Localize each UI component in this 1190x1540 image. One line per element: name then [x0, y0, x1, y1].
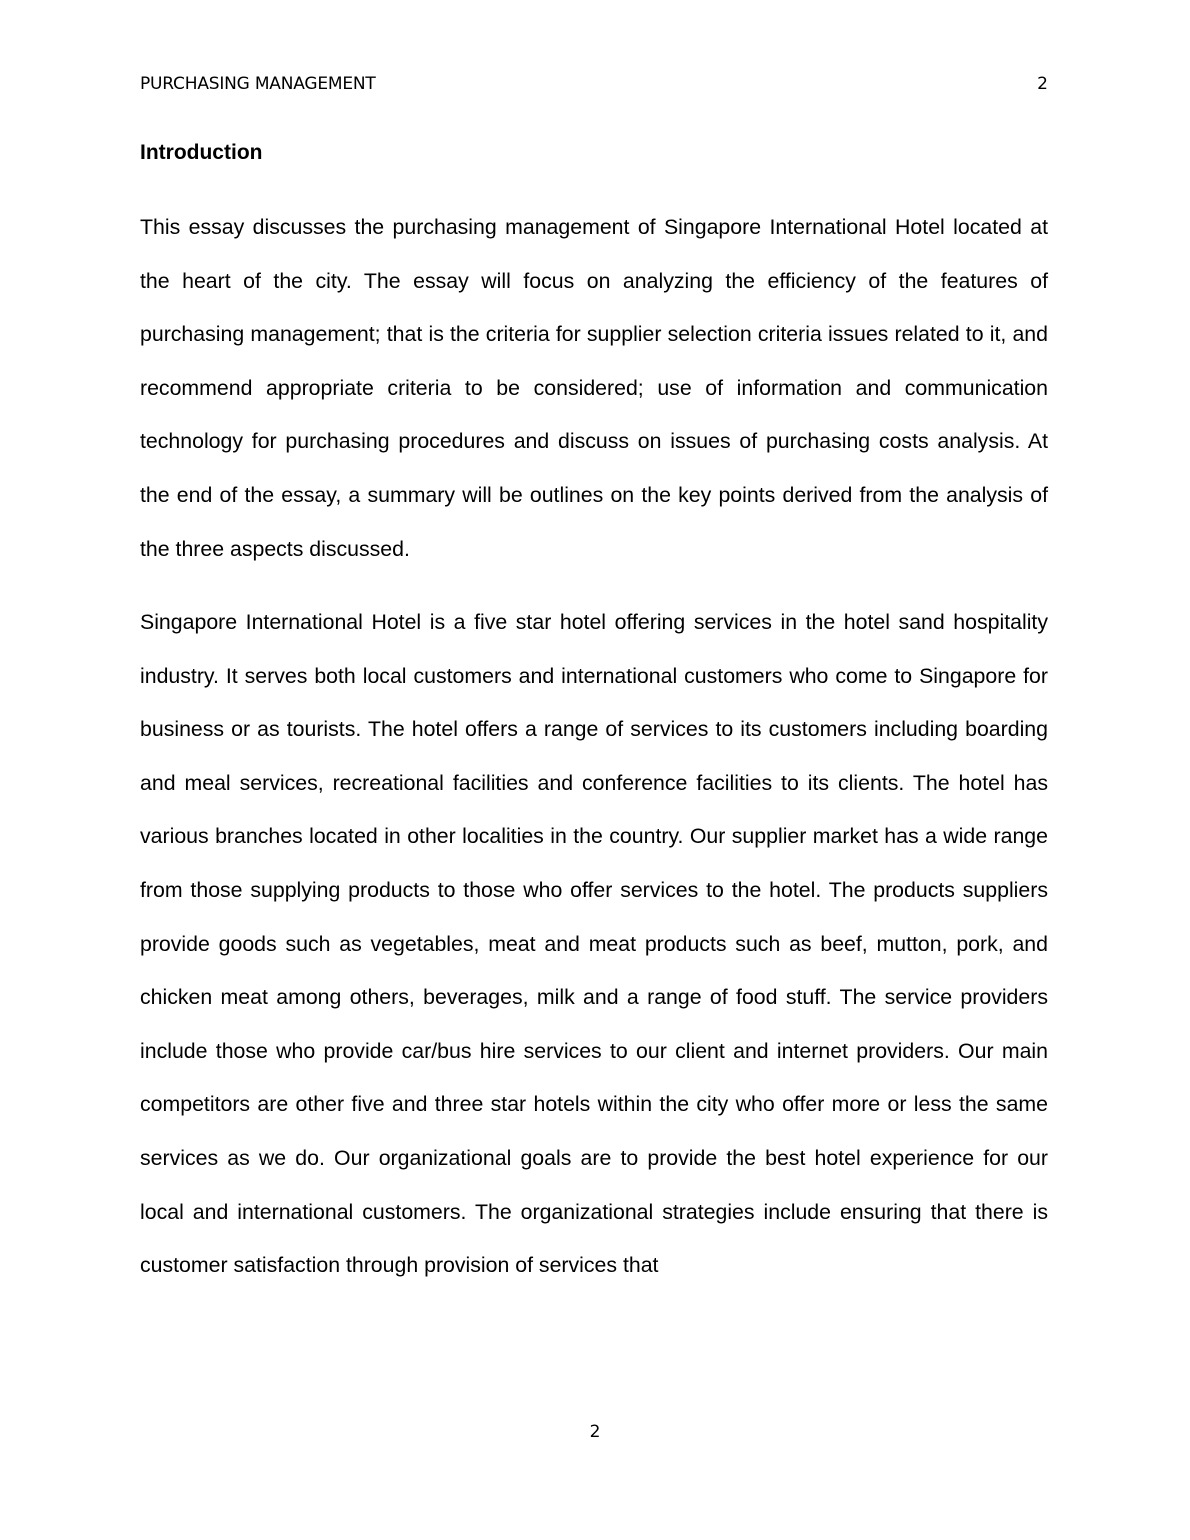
- paragraph-introduction: This essay discusses the purchasing management of Singapore International Hotel located at the heart of the city. The essay will focus on analyzing the efficiency of the features of purchasing management; that is the criteria for supplier selection criteria issues related to it, and recommend appropriate criteria to be considered; use of information and communication technology for purchasing procedures and discuss on issues of purchasing costs analysis. At the end of the essay, a summary will be outlines on the key points derived from the analysis of the three aspects discussed.: [140, 215, 1048, 561]
- footer-page-number: 2: [589, 1422, 601, 1442]
- header-page-number: 2: [1037, 74, 1048, 94]
- running-header: [140, 72, 1048, 96]
- section-heading: Introduction: [140, 141, 263, 164]
- paragraph-hotel-overview: Singapore International Hotel is a five star hotel offering services in the hotel sand hospitality industry. It serves both local customers and international customers who come to Singapore for business or as tourists. The hotel offers a range of services to its customers including boarding and meal services, recreational facilities and conference facilities to its clients. The hotel has various branches located in other localities in the country. Our supplier market has a wide range from those supplying products to those who offer services to the hotel. The products suppliers provide goods such as vegetables, meat and meat products such as beef, mutton, pork, and chicken meat among others, beverages, milk and a range of food stuff. The service providers include those who provide car/bus hire services to our client and internet providers. Our main competitors are other five and three star hotels within the city who offer more or less the same services as we do. Our organizational goals are to provide the best hotel experience for our local and international customers. The organizational strategies include ensuring that there is customer satisfaction through provision of services that: [140, 610, 1048, 1278]
- running-head-title: PURCHASING MANAGEMENT: [140, 74, 376, 94]
